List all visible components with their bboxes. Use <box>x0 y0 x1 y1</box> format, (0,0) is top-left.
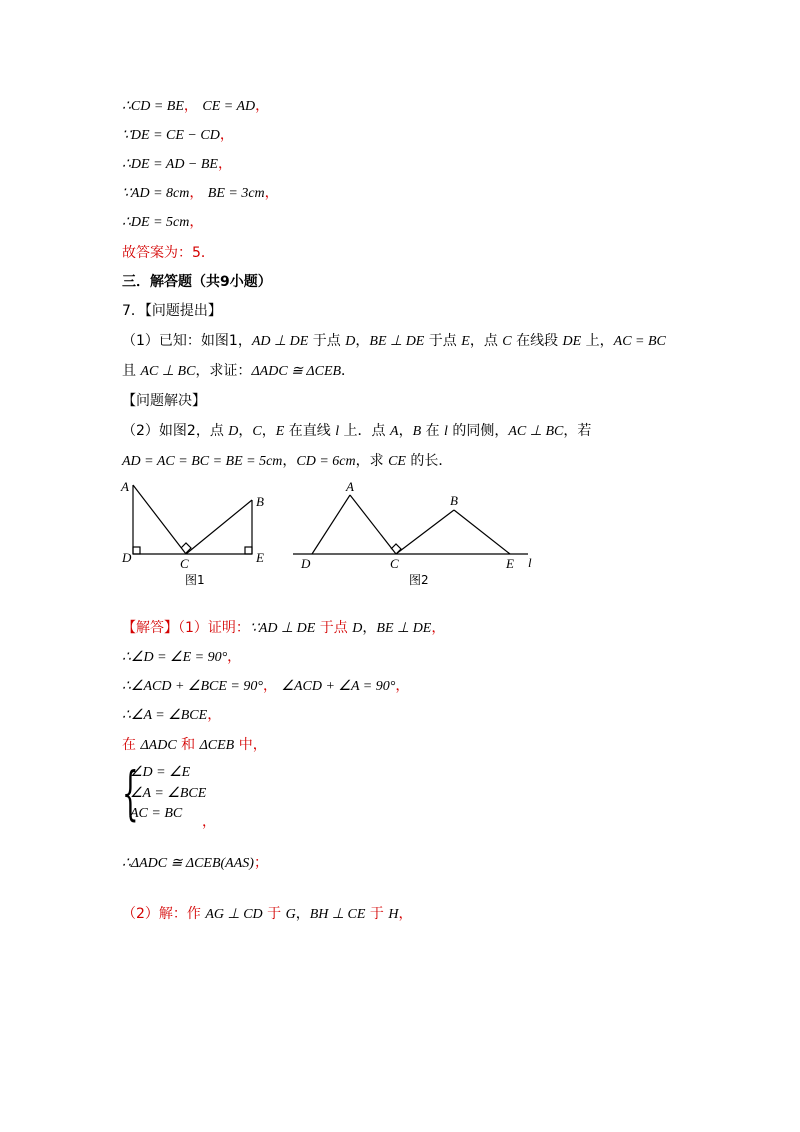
text: ，求证： <box>195 363 252 379</box>
math: BE ⊥ DE <box>369 334 425 349</box>
fig1-caption: 图1 <box>185 573 205 587</box>
answer-tag: 【解答】 <box>122 620 178 636</box>
math: ∴∠D = ∠E = 90° <box>122 650 228 665</box>
brace-comma: ， <box>202 814 216 830</box>
solution-line-6 <box>122 853 268 874</box>
text: （1）已知：如图1， <box>122 333 252 349</box>
condition-3: AC = BC <box>130 806 183 821</box>
equation: ∵DE = CE − CD <box>122 128 220 143</box>
math: DE <box>562 334 582 349</box>
math: D <box>352 621 363 636</box>
left-brace: { <box>122 759 139 827</box>
math: CE <box>388 454 406 469</box>
fig1-label-a: A <box>121 479 129 494</box>
text: （1）证明： <box>178 620 250 636</box>
comma: ， <box>183 98 198 114</box>
solution-line-1 <box>122 618 445 639</box>
fig1-label-d: D <box>122 550 132 565</box>
solution-part-2 <box>122 904 412 925</box>
math: ∴ΔADC ≅ ΔCEB(AAS) <box>122 856 254 871</box>
figure-1 <box>133 485 252 554</box>
comma: ， <box>189 185 204 201</box>
text: 于点 <box>308 333 346 349</box>
comma: ， <box>264 185 279 201</box>
math: l <box>335 424 340 439</box>
fig2-label-c: C <box>390 556 399 571</box>
math: ∴∠A = ∠BCE <box>122 708 208 723</box>
math: E <box>275 424 285 439</box>
text: 上．点 <box>339 423 390 439</box>
math: D <box>345 334 356 349</box>
math: ∵AD ⊥ DE <box>249 621 316 636</box>
text: ，若 <box>563 423 592 439</box>
semicolon: ； <box>253 855 268 871</box>
text: （2）如图2，点 <box>122 423 229 439</box>
math: B <box>412 424 422 439</box>
math: AG ⊥ CD <box>205 907 263 922</box>
text: ， <box>431 620 446 636</box>
text: ， <box>282 453 297 469</box>
text: 在 <box>122 737 141 753</box>
text: 和 <box>176 737 200 753</box>
figure-2 <box>293 495 528 554</box>
equation: BE = 3cm <box>207 186 265 201</box>
text: ，求 <box>355 453 389 469</box>
text: 的同侧， <box>447 423 509 439</box>
math: AD ⊥ DE <box>251 334 309 349</box>
answer-line: 故答案为：5． <box>122 245 215 261</box>
text: ， <box>295 906 310 922</box>
text: ， <box>238 423 253 439</box>
text: 的长． <box>405 453 453 469</box>
math: BH ⊥ CE <box>309 907 366 922</box>
solution-line-5 <box>122 735 267 756</box>
question-7-part-2 <box>122 421 591 442</box>
math: H <box>388 907 399 922</box>
fig1-label-e: E <box>256 550 264 565</box>
text: 于 <box>365 906 389 922</box>
comma: ， <box>207 707 222 723</box>
math: C <box>252 424 262 439</box>
text: 且 <box>122 363 141 379</box>
fig2-label-a: A <box>346 479 354 494</box>
fig2-label-d: D <box>301 556 311 571</box>
derivation-line-4 <box>122 183 279 204</box>
math: ∠ACD + ∠A = 90° <box>281 679 396 694</box>
math: l <box>444 424 448 439</box>
math: AD = AC = BC = BE = 5cm <box>122 454 283 469</box>
problem-solving-title: 【问题解决】 <box>122 393 206 409</box>
equation: ∵AD = 8cm <box>122 186 190 201</box>
text: 在线段 <box>511 333 563 349</box>
text: ， <box>398 906 413 922</box>
comma: ， <box>189 214 204 230</box>
math: AC = BC <box>613 334 666 349</box>
comma: ， <box>219 127 234 143</box>
math: A <box>390 424 399 439</box>
equation: ∴DE = 5cm <box>122 215 190 230</box>
math: ΔCEB <box>199 738 235 753</box>
question-7-part-2-cont <box>122 451 452 472</box>
derivation-line-2 <box>122 125 234 146</box>
math: ΔADC ≅ ΔCEB <box>251 364 342 379</box>
text: ， <box>355 333 370 349</box>
comma: ， <box>255 98 270 114</box>
fig2-label-l: l <box>528 555 532 570</box>
fig2-label-e: E <box>506 556 514 571</box>
figures <box>0 475 800 595</box>
math: BE ⊥ DE <box>376 621 432 636</box>
question-7-part-1-cont <box>122 361 355 382</box>
text: 在 <box>421 423 445 439</box>
text: ， <box>398 423 413 439</box>
equation: ∴DE = AD − BE <box>122 157 218 172</box>
comma: ， <box>227 649 242 665</box>
equation: ∴CD = BE <box>122 99 184 114</box>
solution-line-3 <box>122 676 409 697</box>
text: 于点 <box>424 333 462 349</box>
text: 上， <box>581 333 614 349</box>
math: CD = 6cm <box>296 454 356 469</box>
math: C <box>502 334 512 349</box>
math: AC ⊥ BC <box>140 364 196 379</box>
condition-1: ∠D = ∠E <box>130 765 191 780</box>
math: D <box>228 424 239 439</box>
text: 于点 <box>315 620 353 636</box>
text: ， <box>261 423 276 439</box>
math: E <box>461 334 470 349</box>
math: G <box>285 907 296 922</box>
comma: ， <box>262 678 277 694</box>
question-7-title: 7．【问题提出】 <box>122 303 222 319</box>
math: AC ⊥ BC <box>508 424 564 439</box>
derivation-line-5 <box>122 212 203 233</box>
derivation-line-3 <box>122 154 232 175</box>
math: ΔADC <box>140 738 177 753</box>
math: ∴∠ACD + ∠BCE = 90° <box>122 679 263 694</box>
text: （2）解：作 <box>122 906 206 922</box>
text: ， <box>362 620 377 636</box>
equation: CE = AD <box>202 99 256 114</box>
comma: ， <box>217 156 232 172</box>
text: 在直线 <box>284 423 336 439</box>
fig1-label-b: B <box>256 494 264 509</box>
fig2-caption: 图2 <box>409 573 429 587</box>
fig2-label-b: B <box>450 493 458 508</box>
question-7-part-1 <box>122 331 666 352</box>
condition-2: ∠A = ∠BCE <box>130 786 207 801</box>
text: 于 <box>262 906 286 922</box>
comma: ， <box>395 678 410 694</box>
fig1-label-c: C <box>180 556 189 571</box>
solution-line-2 <box>122 647 241 668</box>
text: ． <box>341 363 356 379</box>
section-heading: 三．解答题（共9小题） <box>122 274 272 290</box>
solution-line-4 <box>122 705 221 726</box>
text: 中， <box>234 737 267 753</box>
text: ，点 <box>469 333 503 349</box>
derivation-line-1 <box>122 96 269 117</box>
